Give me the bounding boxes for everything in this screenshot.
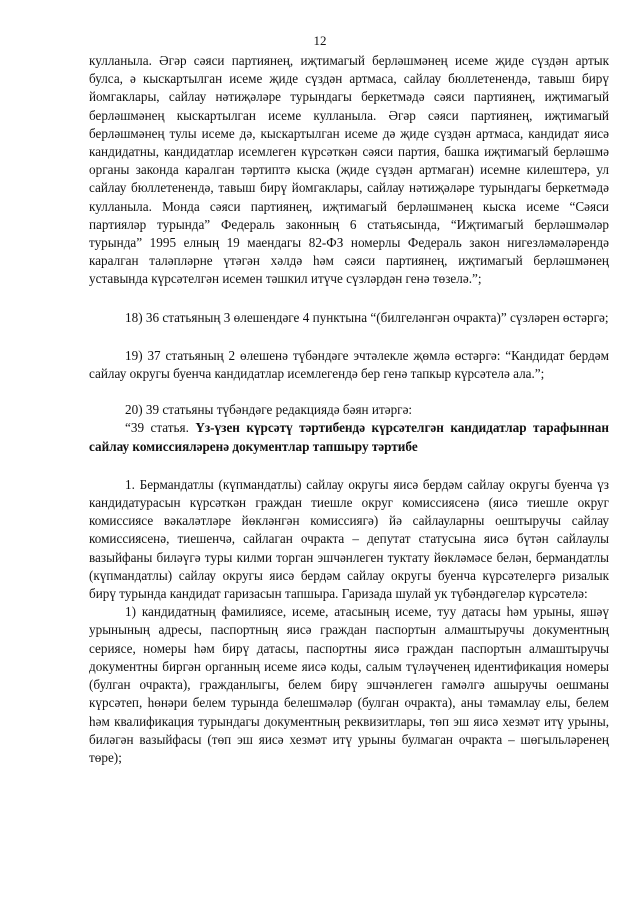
paragraph-continued: кулланыла. Әгәр сәяси партиянең, иҗтимагый берләшмәнең исеме җиде сүздән артык булса, ә кыскартылган исеме җиде сүздән артмаса, сайлау бюллетенендә, тавыш бирү йомгаклары, сайлау нәтиҗәләре турындагы беркетмәдә сәяси партиянең, иҗтимагый берләшмәнең кыскартылган исеме кулланыла. Әгәр сәяси партиянең, иҗтимагый берләшмәнең тулы исеме дә, кыскартылган исеме дә җиде сүздән артмаса, кандидат яисә кандидатны, кандидатлар исемлеген күрсәткән сәяси партия, башка иҗтимагый берләшмә органы законда каралган тәртиптә кыска (җиде сүздән артмаган) исемне килештерә, ул сайлау бюллетенендә, тавыш бирү йомгаклары, сайлау нәтиҗәләре турындагы беркетмәдә кулланыла. Монда сәяси партиянең, иҗтимагый берләшмәнең кыска исеме “Сәяси партияләр турында” Федераль законның 6 статьясында, “Иҗтимагый берләшмәләр турында” 1995 елның 19 маендагы 82-ФЗ номерлы Федераль закон нигезләмәләрендә каралган таләпләрне үтәгән хәлдә һәм сәяси партиянең, иҗтимагый берләшмәнең уставында күрсәтелгән исемен тәшкил итүче сүзләрдән генә төзелә.”; (89, 53, 609, 287)
article-39-heading (89, 419, 609, 455)
article-39-title: Үз-үзен күрсәтү тәртибендә күрсәтелгән кандидатлар тарафыннан сайлау комиссияләренә документлар тапшыру тәртибе (89, 420, 609, 454)
document-body (89, 52, 609, 767)
paragraph-article-39-part-1: 1. Бермандатлы (күпмандатлы) сайлау округы яисә бердәм сайлау округы буенча үз кандидатурасын күрсәткән граждан тиешле округ комиссиясенә (яисә тиешле округ комиссиясе вәкаләтләре йөкләнгән комиссиягә) йә сайлауларны оештыручы сайлау комиссиясенә, тиешенчә, сайлаган очракта – депутат статусына яисә бүтән сайлаулы вазыйфаны биләүгә туры килми торган эшчәнлеген туктату йөкләмәсе белән, бермандатлы (күпмандатлы) сайлау округы яисә бердәм сайлау округы буенча күрсәтелергә ризалык бирү турында кандидат гаризасын тапшыра. Гаризада шулай ук түбәндәгеләр күрсәтелә: (89, 476, 609, 602)
paragraph-item-20: 20) 39 статьяны түбәндәге редакциядә бәян итәргә: (125, 402, 413, 418)
paragraph-item-18: 18) 36 статьяның 3 өлешендәге 4 пунктына “(билгеләнгән очракта)” сүзләрен өстәргә; (125, 309, 609, 325)
paragraph-item-19: 19) 37 статьяның 2 өлешенә түбәндәге эчтәлекле җөмлә өстәргә: “Кандидат бердәм сайлау округы буенча кандидатлар исемлегендә бер генә тапкыр күрсәтелә ала.”; (89, 347, 609, 382)
article-39-number: “39 статья. (125, 420, 189, 436)
paragraph-article-39-item-1: 1) кандидатның фамилиясе, исеме, атасының исеме, туу датасы һәм урыны, яшәү урынының адресы, паспортның яисә граждан паспортын алмаштыручы документның сериясе, номеры һәм бирү датасы, паспортны яисә граждан паспортын алмаштыручы документны биргән органның исеме яисә коды, салым түләүченең идентификация номеры (булган очракта), гражданлыгы, белем бирү эшчәнлеген гамәлгә ашыручы оешманы күрсәтеп, һөнәри белем турында белешмәләр (булган очракта), аны тәмамлау елы, белем һәм квалификация турындагы документның реквизитлары, төп эш яисә хезмәт итү урыны, биләгән вазыйфасы (төп эш яисә хезмәт итү урыны булмаган очракта – шөгыльләренең төре); (89, 604, 609, 765)
page-number: 12 (313, 33, 327, 48)
